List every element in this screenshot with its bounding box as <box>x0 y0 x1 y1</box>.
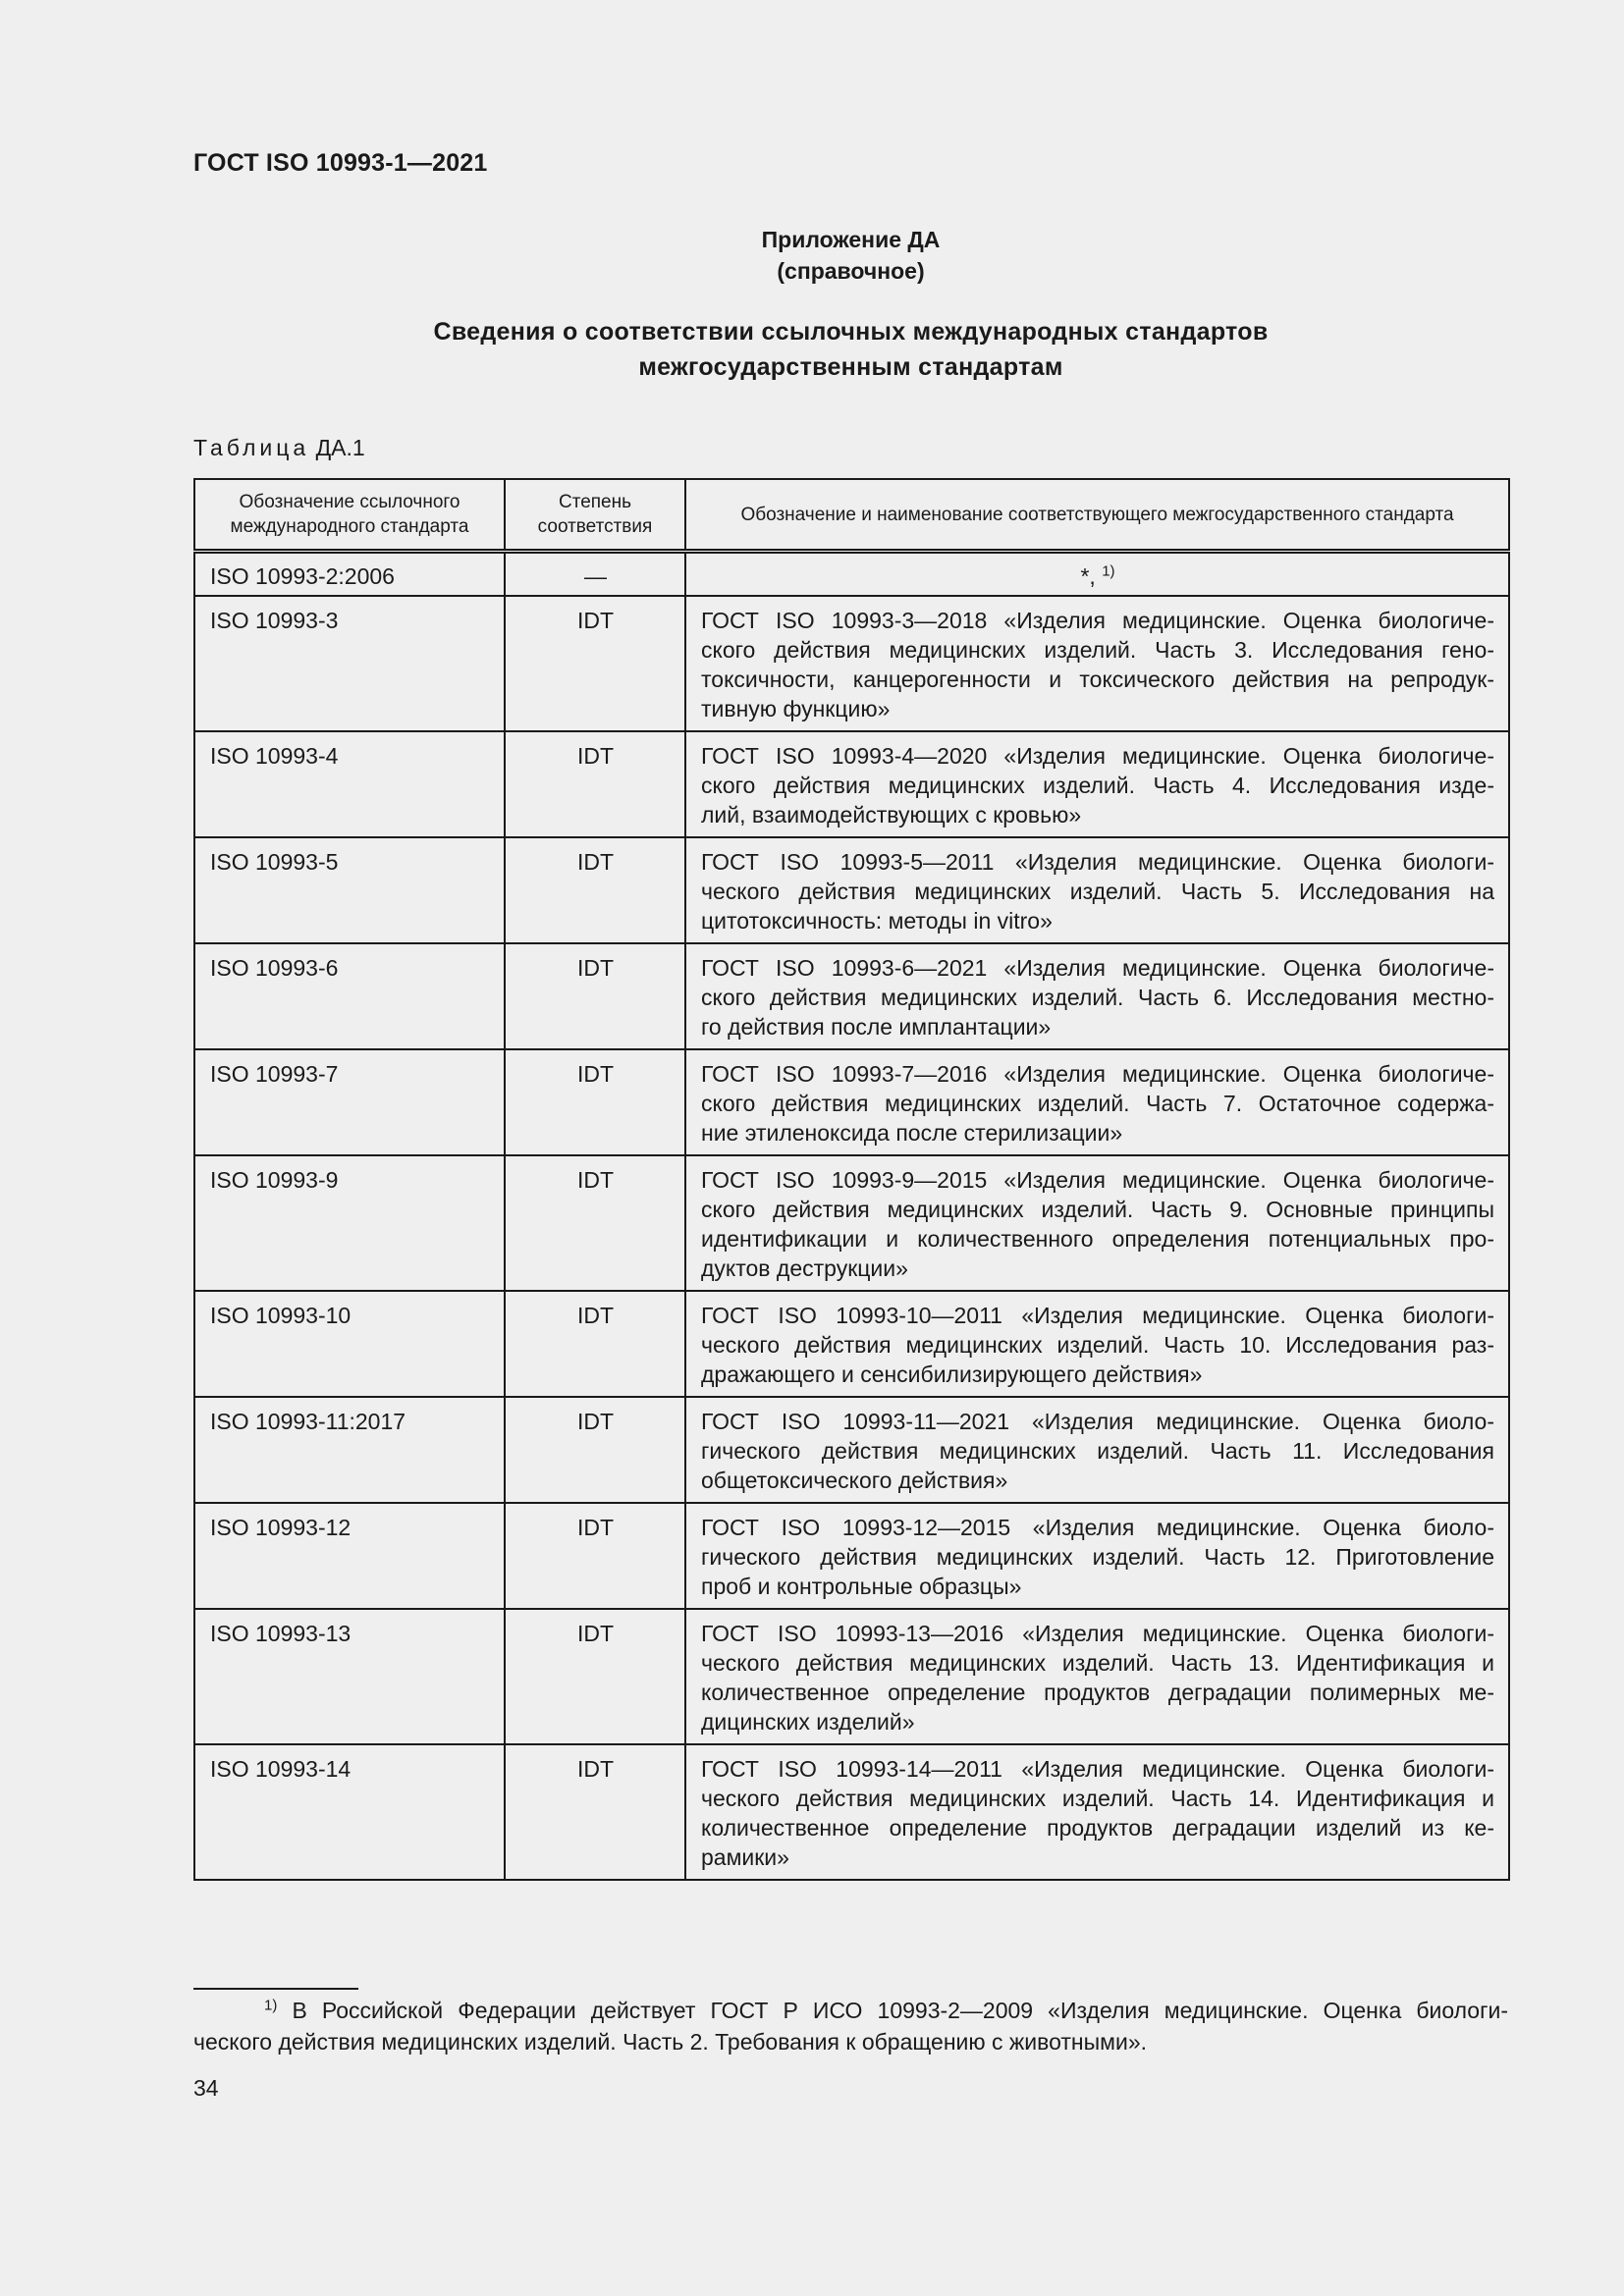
correspondence-line <box>701 771 1494 800</box>
cell-correspondence <box>685 1155 1509 1291</box>
correspondence-text: ГОСТ ISO 10993-3—2018 «Изделия медицинские. Оценка биологиче- <box>701 608 1494 633</box>
correspondence-line <box>701 983 1494 1012</box>
correspondence-line <box>701 1842 1494 1872</box>
correspondence-line <box>701 1407 1494 1436</box>
table-header-row <box>194 479 1509 552</box>
correspondence-text: количественное определение продуктов деградации полимерных ме- <box>701 1680 1494 1705</box>
correspondence-text: ГОСТ ISO 10993-11—2021 «Изделия медицинские. Оценка биоло- <box>701 1409 1494 1434</box>
correspondence-text: гического действия медицинских изделий. Часть 12. Приготовление <box>701 1544 1494 1570</box>
table-row <box>194 943 1509 1049</box>
correspondence-line <box>701 1224 1494 1254</box>
cell-correspondence <box>685 1049 1509 1155</box>
cell-degree: IDT <box>505 596 685 731</box>
section-title <box>193 314 1508 385</box>
correspondence-text: ческого действия медицинских изделий. Часть 5. Исследования на <box>701 879 1494 904</box>
cell-degree: IDT <box>505 1049 685 1155</box>
correspondence-text: лий, взаимодействующих с кровью» <box>701 802 1082 828</box>
table-body <box>194 552 1509 1881</box>
correspondence-line <box>701 1813 1494 1842</box>
cell-degree: IDT <box>505 1291 685 1397</box>
cell-correspondence <box>685 731 1509 837</box>
correspondence-line <box>701 1436 1494 1466</box>
cell-designation: ISO 10993-9 <box>194 1155 505 1291</box>
cell-degree: IDT <box>505 1503 685 1609</box>
correspondence-line <box>701 800 1494 829</box>
page-number: 34 <box>193 2075 219 2101</box>
correspondence-text: ческого действия медицинских изделий. Часть 13. Идентификация и <box>701 1650 1494 1676</box>
correspondence-line <box>701 906 1494 935</box>
footnote-text-1: В Российской Федерации действует ГОСТ Р ИСО 10993-2—2009 «Изделия медицинские. Оценка биологи- <box>292 1998 1508 2023</box>
cell-degree: IDT <box>505 1744 685 1880</box>
table-row <box>194 731 1509 837</box>
correspondence-line <box>701 1466 1494 1495</box>
correspondence-line <box>701 1118 1494 1148</box>
cell-degree: IDT <box>505 731 685 837</box>
correspondence-text: *, <box>1080 563 1103 589</box>
correspondence-line <box>701 1619 1494 1648</box>
cell-correspondence <box>685 552 1509 597</box>
cell-designation: ISO 10993-10 <box>194 1291 505 1397</box>
correspondence-text: ГОСТ ISO 10993-7—2016 «Изделия медицинские. Оценка биологиче- <box>701 1061 1494 1087</box>
cell-correspondence <box>685 1609 1509 1744</box>
table-row <box>194 1397 1509 1503</box>
table-row <box>194 552 1509 597</box>
cell-degree: IDT <box>505 1155 685 1291</box>
correspondence-text: ГОСТ ISO 10993-13—2016 «Изделия медицинские. Оценка биологи- <box>701 1621 1494 1646</box>
correspondence-text: общетоксического действия» <box>701 1468 1008 1493</box>
footnote-line-2: ческого действия медицинских изделий. Часть 2. Требования к обращению с животными». <box>193 2029 1147 2055</box>
correspondence-text: ГОСТ ISO 10993-10—2011 «Изделия медицинские. Оценка биологи- <box>701 1303 1494 1328</box>
cell-correspondence <box>685 837 1509 943</box>
correspondence-text: дражающего и сенсибилизирующего действия» <box>701 1362 1203 1387</box>
cell-degree: IDT <box>505 1609 685 1744</box>
correspondence-line <box>701 1012 1494 1041</box>
appendix-heading <box>193 224 1508 287</box>
cell-designation: ISO 10993-7 <box>194 1049 505 1155</box>
correspondence-line <box>701 1707 1494 1736</box>
appendix-subtitle: (справочное) <box>777 258 925 284</box>
correspondence-line <box>701 953 1494 983</box>
cell-degree: IDT <box>505 1397 685 1503</box>
correspondence-line <box>701 1254 1494 1283</box>
table-row <box>194 1155 1509 1291</box>
correspondence-text: ского действия медицинских изделий. Часть 7. Остаточное содержа- <box>701 1091 1494 1116</box>
correspondence-line <box>701 1678 1494 1707</box>
footnote-divider <box>193 1988 358 1990</box>
correspondence-text: ГОСТ ISO 10993-5—2011 «Изделия медицинские. Оценка биологи- <box>701 849 1494 875</box>
correspondence-line <box>701 606 1494 635</box>
table-row <box>194 837 1509 943</box>
cell-designation: ISO 10993-11:2017 <box>194 1397 505 1503</box>
correspondence-line <box>701 741 1494 771</box>
correspondence-text: количественное определение продуктов деградации изделий из ке- <box>701 1815 1494 1841</box>
table-row <box>194 1049 1509 1155</box>
correspondence-text: ГОСТ ISO 10993-14—2011 «Изделия медицинские. Оценка биологи- <box>701 1756 1494 1782</box>
cell-designation: ISO 10993-14 <box>194 1744 505 1880</box>
correspondence-text: ние этиленоксида после стерилизации» <box>701 1120 1123 1146</box>
correspondence-text: ского действия медицинских изделий. Часть 9. Основные принципы <box>701 1197 1494 1222</box>
correspondence-text: тивную функцию» <box>701 696 891 721</box>
table-row <box>194 596 1509 731</box>
table-caption-number: ДА.1 <box>315 435 365 460</box>
correspondence-line <box>701 1089 1494 1118</box>
correspondence-line <box>701 877 1494 906</box>
correspondence-line <box>701 635 1494 665</box>
correspondence-text: ского действия медицинских изделий. Часть 4. Исследования изде- <box>701 773 1494 798</box>
correspondence-text: ского действия медицинских изделий. Часть 6. Исследования местно- <box>701 985 1494 1010</box>
correspondence-line <box>701 1195 1494 1224</box>
correspondence-line <box>701 1572 1494 1601</box>
correspondence-text: проб и контрольные образцы» <box>701 1574 1022 1599</box>
document-code: ГОСТ ISO 10993-1—2021 <box>193 149 488 177</box>
header-designation: Обозначение ссылочного международного стандарта <box>194 479 505 552</box>
section-title-line-1: Сведения о соответствии ссылочных международных стандартов <box>433 318 1269 346</box>
correspondence-line <box>701 1330 1494 1360</box>
appendix-title: Приложение ДА <box>761 227 941 252</box>
standards-table <box>193 478 1510 1881</box>
cell-designation: ISO 10993-2:2006 <box>194 552 505 597</box>
cell-designation: ISO 10993-3 <box>194 596 505 731</box>
cell-designation: ISO 10993-5 <box>194 837 505 943</box>
table-row <box>194 1291 1509 1397</box>
footnote <box>193 1995 1508 2057</box>
cell-designation: ISO 10993-13 <box>194 1609 505 1744</box>
correspondence-text: го действия после имплантации» <box>701 1014 1052 1040</box>
table-row <box>194 1609 1509 1744</box>
correspondence-text: ГОСТ ISO 10993-12—2015 «Изделия медицинские. Оценка биоло- <box>701 1515 1494 1540</box>
section-title-line-2: межгосударственным стандартам <box>638 353 1063 381</box>
cell-designation: ISO 10993-6 <box>194 943 505 1049</box>
cell-correspondence <box>685 1397 1509 1503</box>
cell-correspondence <box>685 1744 1509 1880</box>
footnote-line-1 <box>193 1995 1508 2026</box>
correspondence-text: дуктов деструкции» <box>701 1255 908 1281</box>
correspondence-line <box>701 847 1494 877</box>
header-correspondence: Обозначение и наименование соответствующего межгосударственного стандарта <box>685 479 1509 552</box>
correspondence-text: гического действия медицинских изделий. Часть 11. Исследования <box>701 1438 1494 1464</box>
correspondence-text: цитотоксичность: методы in vitro» <box>701 908 1053 934</box>
footnote-marker: 1) <box>264 1997 278 2014</box>
correspondence-text: идентификации и количественного определения потенциальных про- <box>701 1226 1494 1252</box>
correspondence-line <box>701 694 1494 723</box>
correspondence-text: ческого действия медицинских изделий. Часть 10. Исследования раз- <box>701 1332 1494 1358</box>
correspondence-text: ческого действия медицинских изделий. Часть 14. Идентификация и <box>701 1786 1494 1811</box>
cell-designation: ISO 10993-4 <box>194 731 505 837</box>
table-row <box>194 1503 1509 1609</box>
correspondence-line <box>701 1754 1494 1784</box>
table-caption-prefix: Таблица <box>193 435 310 460</box>
correspondence-text: ского действия медицинских изделий. Часть 3. Исследования гено- <box>701 637 1494 663</box>
correspondence-text: ГОСТ ISO 10993-6—2021 «Изделия медицинские. Оценка биологиче- <box>701 955 1494 981</box>
cell-correspondence <box>685 943 1509 1049</box>
correspondence-line <box>701 1301 1494 1330</box>
table-row <box>194 1744 1509 1880</box>
cell-correspondence <box>685 1503 1509 1609</box>
table-caption <box>193 435 365 461</box>
footnote-reference: 1) <box>1102 562 1115 580</box>
cell-degree: — <box>505 552 685 597</box>
correspondence-text: дицинских изделий» <box>701 1709 915 1735</box>
correspondence-line <box>701 561 1494 591</box>
correspondence-text: ГОСТ ISO 10993-9—2015 «Изделия медицинские. Оценка биологиче- <box>701 1167 1494 1193</box>
correspondence-line <box>701 1059 1494 1089</box>
correspondence-line <box>701 1513 1494 1542</box>
correspondence-line <box>701 665 1494 694</box>
header-degree: Степень соответствия <box>505 479 685 552</box>
correspondence-line <box>701 1648 1494 1678</box>
correspondence-line <box>701 1360 1494 1389</box>
correspondence-line <box>701 1784 1494 1813</box>
correspondence-line <box>701 1542 1494 1572</box>
cell-correspondence <box>685 596 1509 731</box>
correspondence-text: ГОСТ ISO 10993-4—2020 «Изделия медицинские. Оценка биологиче- <box>701 743 1494 769</box>
cell-degree: IDT <box>505 943 685 1049</box>
correspondence-text: токсичности, канцерогенности и токсического действия на репродук- <box>701 667 1494 692</box>
correspondence-text: рамики» <box>701 1844 789 1870</box>
cell-degree: IDT <box>505 837 685 943</box>
cell-correspondence <box>685 1291 1509 1397</box>
correspondence-line <box>701 1165 1494 1195</box>
cell-designation: ISO 10993-12 <box>194 1503 505 1609</box>
